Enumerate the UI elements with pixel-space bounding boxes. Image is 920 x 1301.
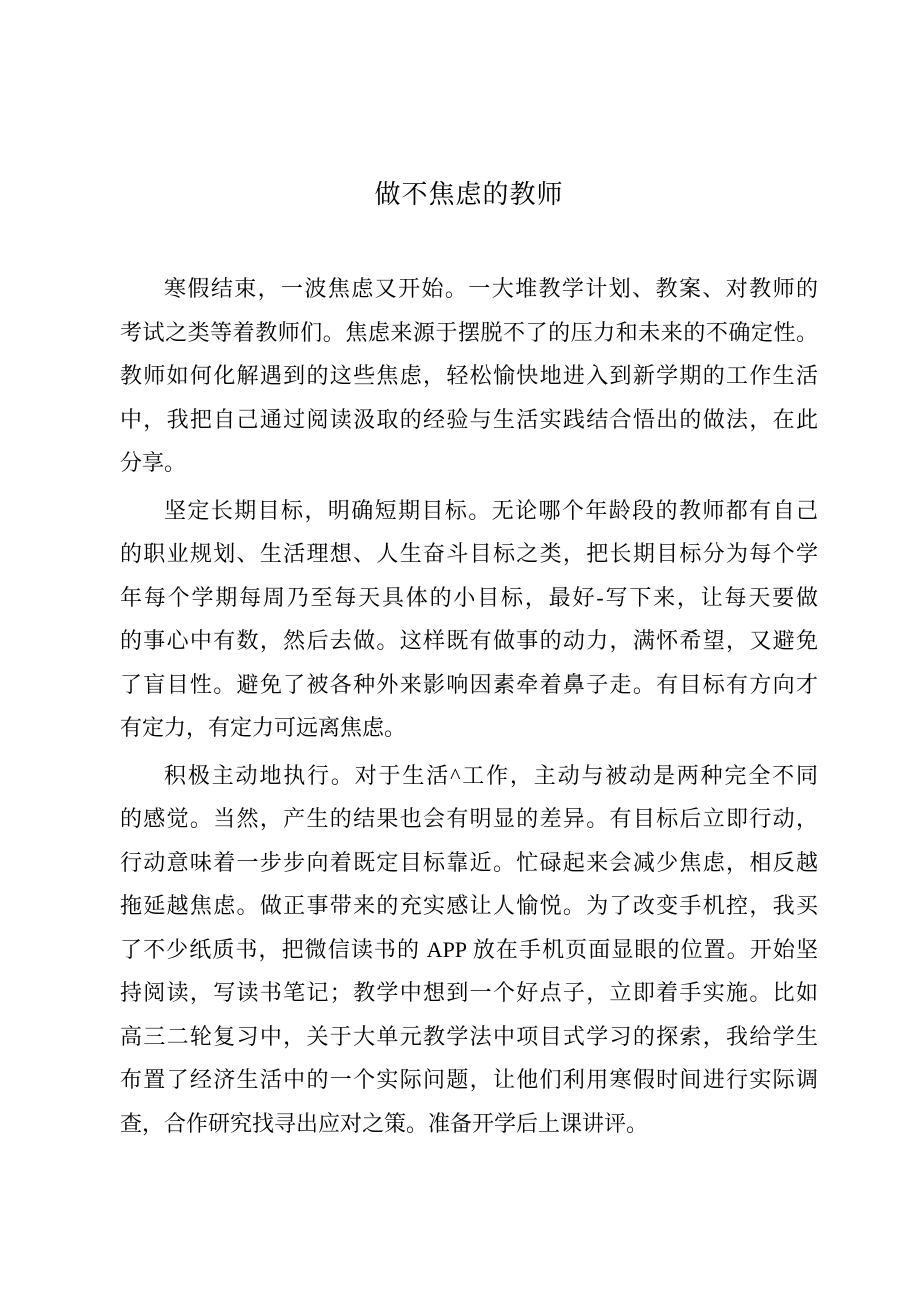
text-line: 分享。 (120, 450, 187, 475)
document-title: 做不焦虑的教师 (374, 180, 564, 209)
text-line: 积极主动地执行。对于生活^工作，主动与被动是两种完全不同 (164, 762, 818, 788)
text-line: 考试之类等着教师们。焦虑来源于摆脱不了的压力和未来的不确定性。 (120, 319, 818, 345)
document-body (120, 267, 818, 1145)
text-line: 持阅读，写读书笔记；教学中想到一个好点子，立即着手实施。比如 (120, 980, 818, 1005)
text-line: 查，合作研究找寻出应对之策。准备开学后上课讲评。 (120, 1110, 649, 1136)
text-line: 了盲目性。避免了被各种外来影响因素牵着鼻子走。有目标有方向才 (120, 671, 818, 697)
text-line: 行动意味着一步步向着既定目标靠近。忙碌起来会减少焦虑，相反越 (120, 849, 818, 875)
text-line: 高三二轮复习中，关于大单元教学法中项目式学习的探索，我给学生 (120, 1023, 818, 1049)
text-line: 的感觉。当然，产生的结果也会有明显的差异。有目标后立即行动， (120, 806, 818, 831)
text-line: 寒假结束，一波焦虑又开始。一大堆教学计划、教案、对教师的 (164, 276, 818, 301)
text-line: 教师如何化解遇到的这些焦虑，轻松愉快地进入到新学期的工作生活 (120, 363, 818, 388)
text-line: 坚定长期目标，明确短期目标。无论哪个年龄段的教师都有自己 (164, 497, 818, 523)
text-line: 有定力，有定力可远离焦虑。 (120, 715, 407, 740)
paragraph (120, 754, 818, 1146)
text-line: 拖延越焦虑。做正事带来的充实感让人愉悦。为了改变手机控，我买 (120, 893, 818, 918)
text-line: 布置了经济生活中的一个实际问题，让他们利用寒假时间进行实际调 (120, 1067, 818, 1092)
text-line: 年每个学期每周乃至每天具体的小目标，最好-写下来，让每天要做 (120, 584, 818, 610)
paragraph (120, 489, 818, 750)
text-line: 了不少纸质书，把微信读书的 APP 放在手机页面显眼的位置。开始坚 (120, 936, 818, 962)
text-line: 的事心中有数，然后去做。这样既有做事的动力，满怀希望，又避免 (120, 628, 818, 653)
paragraph (120, 267, 818, 485)
text-line: 中，我把自己通过阅读汲取的经验与生活实践结合悟出的做法，在此 (120, 406, 818, 432)
text-line: 的职业规划、生活理想、人生奋斗目标之类，把长期目标分为每个学 (120, 541, 818, 566)
